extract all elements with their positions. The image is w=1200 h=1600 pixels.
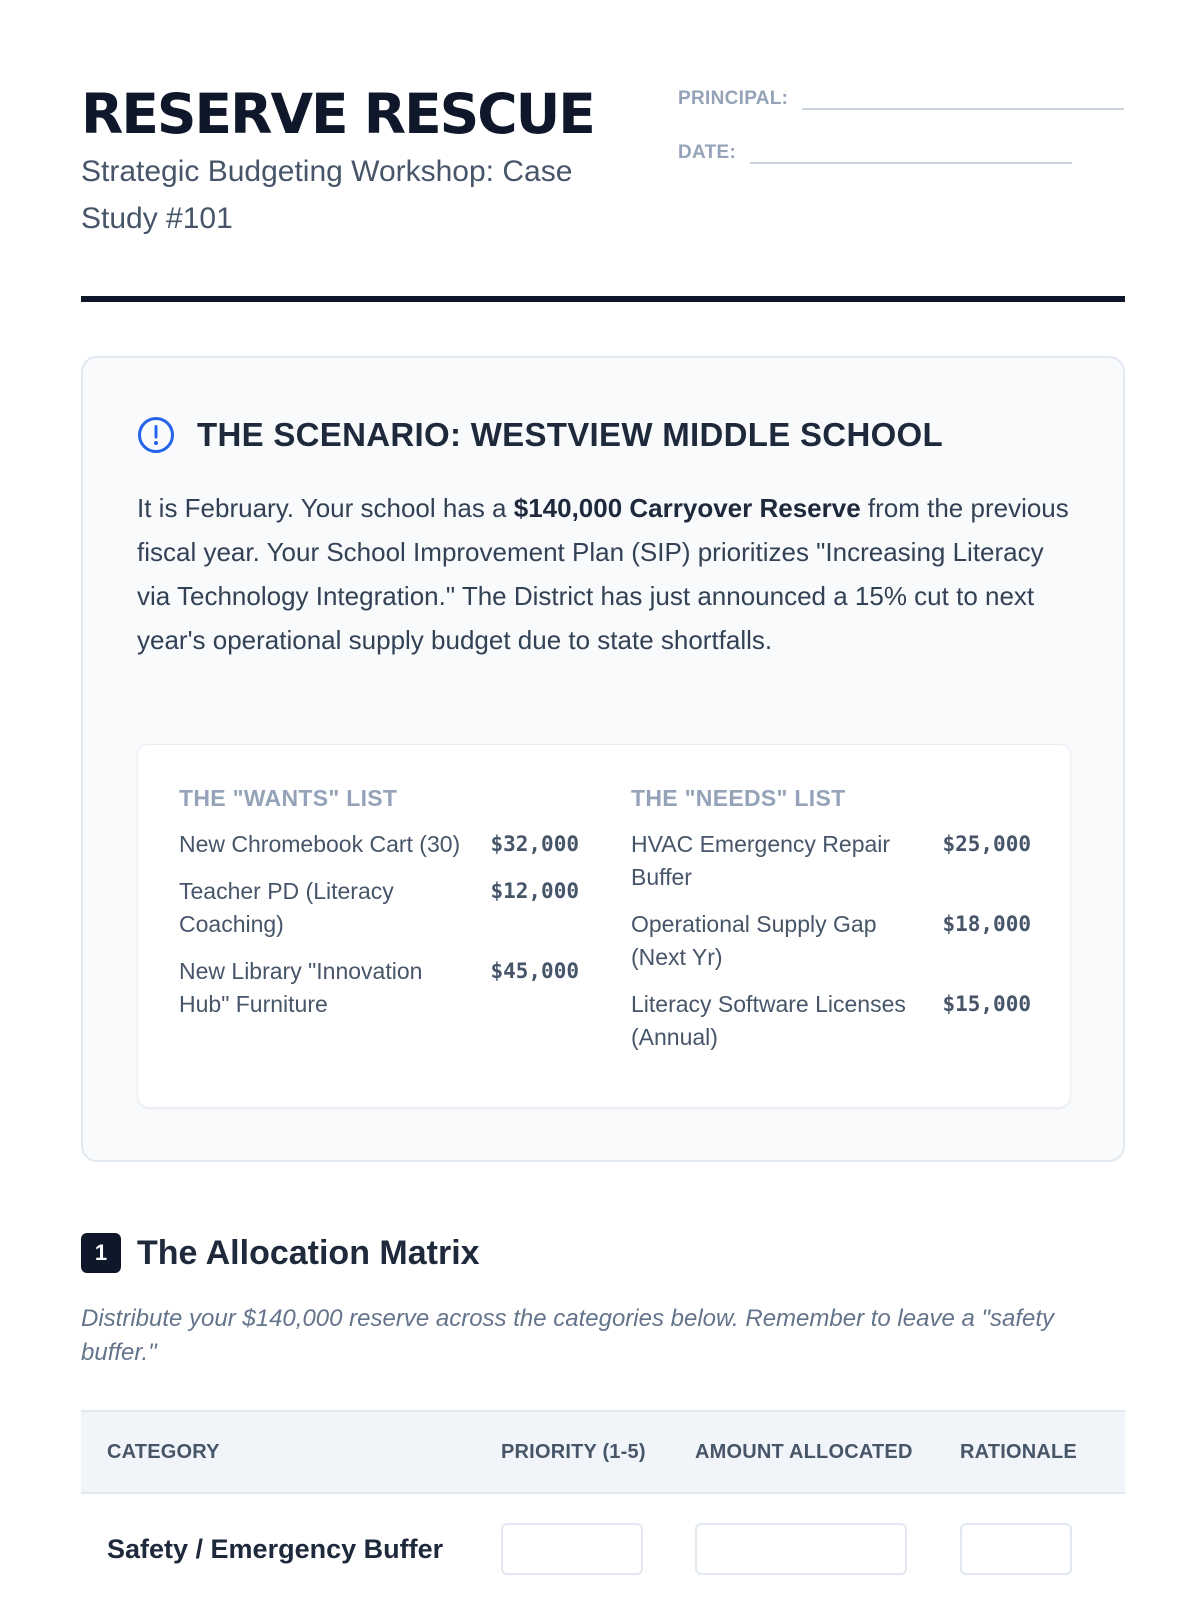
list-item — [179, 875, 579, 941]
item-name: Teacher PD (Literacy Coaching) — [179, 878, 394, 937]
item-amount: $12,000 — [490, 879, 579, 903]
category-cell: Safety / Emergency Buffer — [81, 1493, 501, 1600]
list-item — [631, 828, 1031, 894]
column-header-amount: AMOUNT ALLOCATED — [695, 1411, 960, 1493]
scenario-text-intro: It is February. Your school has a — [137, 493, 514, 523]
scenario-text-rest: from the previous fiscal year. Your School Improvement Plan (SIP) prioritizes "Increasing Literacy via Technology Integration." The District has just announced a 15% cut to next year's operational supply budget due to state shortfalls. — [137, 493, 1069, 655]
date-label: DATE: — [678, 142, 737, 163]
rationale-cell — [960, 1493, 1125, 1600]
list-item — [179, 955, 579, 1021]
item-amount: $15,000 — [942, 992, 1031, 1016]
amount-cell — [695, 1493, 960, 1600]
rationale-input[interactable] — [960, 1523, 1072, 1575]
item-amount: $45,000 — [490, 959, 579, 983]
header-divider — [81, 296, 1125, 302]
column-header-priority: PRIORITY (1-5) — [501, 1411, 695, 1493]
list-item — [631, 988, 1031, 1054]
principal-field — [678, 88, 1124, 110]
scenario-card — [81, 356, 1125, 1162]
item-name: New Library "Innovation Hub" Furniture — [179, 958, 423, 1017]
wants-needs-panel — [137, 744, 1071, 1108]
section-number-badge: 1 — [81, 1233, 121, 1273]
priority-input[interactable] — [501, 1523, 643, 1575]
amount-input[interactable] — [695, 1523, 907, 1575]
allocation-matrix-table — [81, 1410, 1125, 1600]
table-row — [81, 1493, 1125, 1600]
section-title: The Allocation Matrix — [137, 1233, 480, 1272]
principal-input-line[interactable] — [802, 90, 1124, 110]
needs-list-heading: THE "NEEDS" LIST — [631, 785, 846, 811]
item-name: New Chromebook Cart (30) — [179, 831, 461, 857]
item-amount: $18,000 — [942, 912, 1031, 936]
needs-list — [631, 785, 1031, 1068]
principal-label: PRINCIPAL: — [678, 88, 789, 109]
page-title: RESERVE RESCUE — [81, 82, 594, 146]
worksheet-page — [81, 0, 1125, 1564]
alert-circle-icon — [137, 416, 175, 454]
worksheet-header — [81, 0, 1125, 302]
page-subtitle: Strategic Budgeting Workshop: Case Study #101 — [81, 155, 573, 235]
item-name: HVAC Emergency Repair Buffer — [631, 831, 891, 890]
item-amount: $32,000 — [490, 832, 579, 856]
wants-list — [179, 785, 579, 1035]
item-name: Literacy Software Licenses (Annual) — [631, 991, 906, 1050]
scenario-header — [137, 416, 943, 454]
date-input-line[interactable] — [750, 144, 1072, 164]
section-1-header — [81, 1233, 480, 1273]
column-header-category: CATEGORY — [81, 1411, 501, 1493]
item-name: Operational Supply Gap (Next Yr) — [631, 911, 877, 970]
list-item — [631, 908, 1031, 974]
scenario-description — [137, 486, 1077, 662]
table-header-row — [81, 1411, 1125, 1493]
date-field — [678, 142, 1072, 164]
section-instructions: Distribute your $140,000 reserve across the categories below. Remember to leave a "safety buffer." — [81, 1305, 1055, 1366]
priority-cell — [501, 1493, 695, 1600]
list-item — [179, 828, 579, 861]
scenario-reserve-highlight: $140,000 Carryover Reserve — [513, 493, 861, 523]
column-header-rationale: RATIONALE — [960, 1411, 1125, 1493]
item-amount: $25,000 — [942, 832, 1031, 856]
wants-list-heading: THE "WANTS" LIST — [179, 785, 398, 811]
scenario-title: THE SCENARIO: WESTVIEW MIDDLE SCHOOL — [197, 416, 943, 453]
